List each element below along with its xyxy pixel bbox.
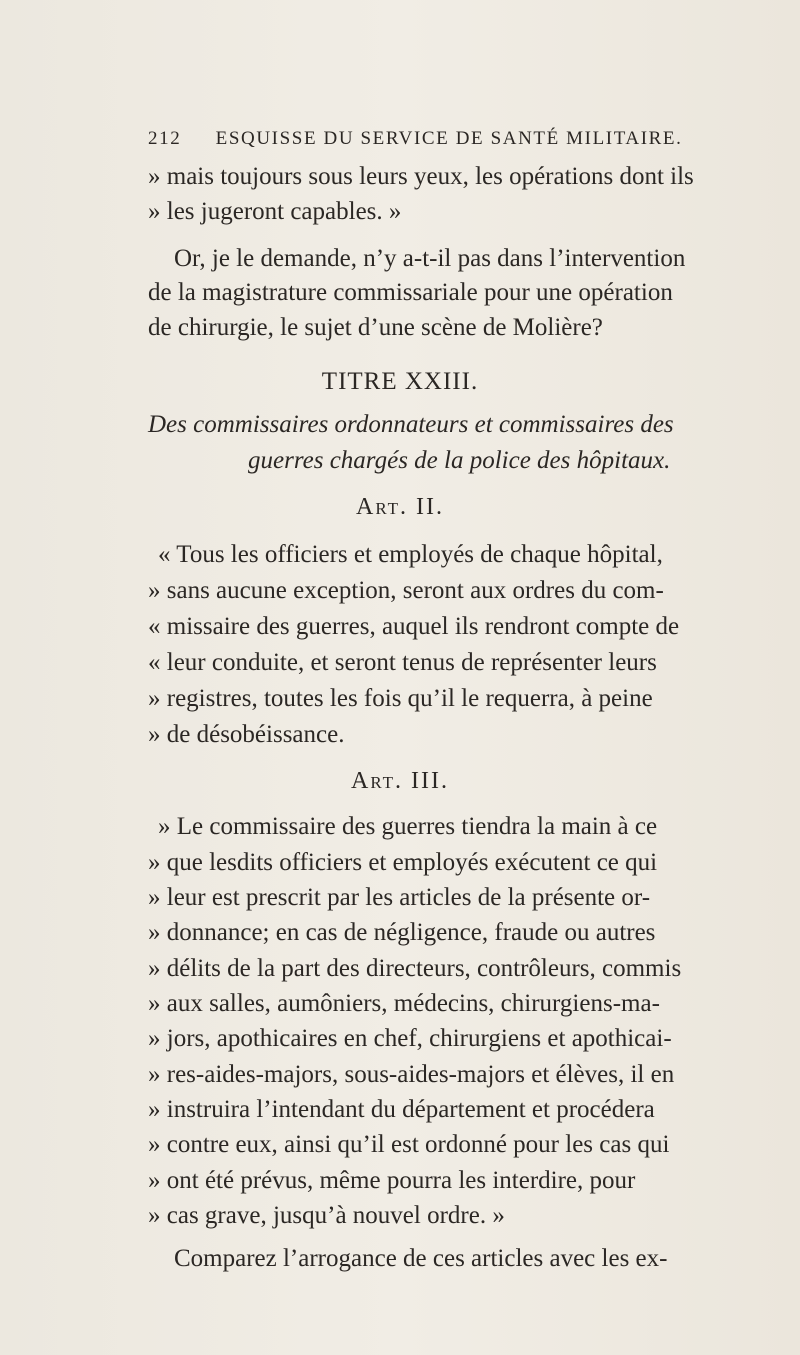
text-line: » les jugeront capables. »	[148, 198, 402, 225]
article-line: » registres, toutes les fois qu’il le requerra, à peine	[148, 685, 653, 712]
text-line: de la magistrature commissariale pour une opération	[148, 279, 673, 306]
section-subtitle-line: guerres chargés de la police des hôpitaux.	[248, 447, 671, 474]
article-line: » Le commissaire des guerres tiendra la main à ce	[158, 813, 658, 840]
running-head	[148, 128, 708, 150]
article-line: » aux salles, aumôniers, médecins, chirurgiens-ma-	[148, 990, 660, 1017]
article-line: « leur conduite, et seront tenus de représenter leurs	[148, 649, 657, 676]
text-line: de chirurgie, le sujet d’une scène de Molière?	[148, 314, 603, 341]
article-line: » contre eux, ainsi qu’il est ordonné pour les cas qui	[148, 1131, 670, 1158]
page-number: 212	[148, 128, 182, 149]
article-line: » jors, apothicaires en chef, chirurgiens et apothicai-	[148, 1025, 672, 1052]
article-line: » sans aucune exception, seront aux ordres du com-	[148, 577, 664, 604]
article-line: » délits de la part des directeurs, contrôleurs, commis	[148, 955, 682, 982]
running-title: ESQUISSE DU SERVICE DE SANTÉ MILITAIRE.	[215, 128, 683, 149]
article-heading: Art. III.	[350, 768, 449, 794]
text-line: Comparez l’arrogance de ces articles avec les ex-	[174, 1245, 668, 1272]
article-line: » donnance; en cas de négligence, fraude ou autres	[148, 919, 656, 946]
article-line: » leur est prescrit par les articles de la présente or-	[148, 884, 651, 911]
article-line: « Tous les officiers et employés de chaque hôpital,	[158, 541, 663, 568]
section-title: TITRE XXIII.	[321, 368, 479, 395]
section-subtitle-line: Des commissaires ordonnateurs et commissaires des	[148, 411, 674, 438]
text-line: Or, je le demande, n’y a-t-il pas dans l’intervention	[174, 245, 686, 272]
article-line: « missaire des guerres, auquel ils rendront compte de	[148, 613, 680, 640]
article-line: » cas grave, jusqu’à nouvel ordre. »	[148, 1202, 505, 1229]
article-heading: Art. II.	[355, 494, 445, 520]
article-line: » ont été prévus, même pourra les interdire, pour	[148, 1167, 636, 1194]
article-line: » res-aides-majors, sous-aides-majors et élèves, il en	[148, 1061, 675, 1088]
article-line: » de désobéissance.	[148, 721, 345, 748]
article-line: » instruira l’intendant du département et procédera	[148, 1096, 655, 1123]
text-line: » mais toujours sous leurs yeux, les opérations dont ils	[148, 163, 694, 190]
article-line: » que lesdits officiers et employés exécutent ce qui	[148, 849, 658, 876]
